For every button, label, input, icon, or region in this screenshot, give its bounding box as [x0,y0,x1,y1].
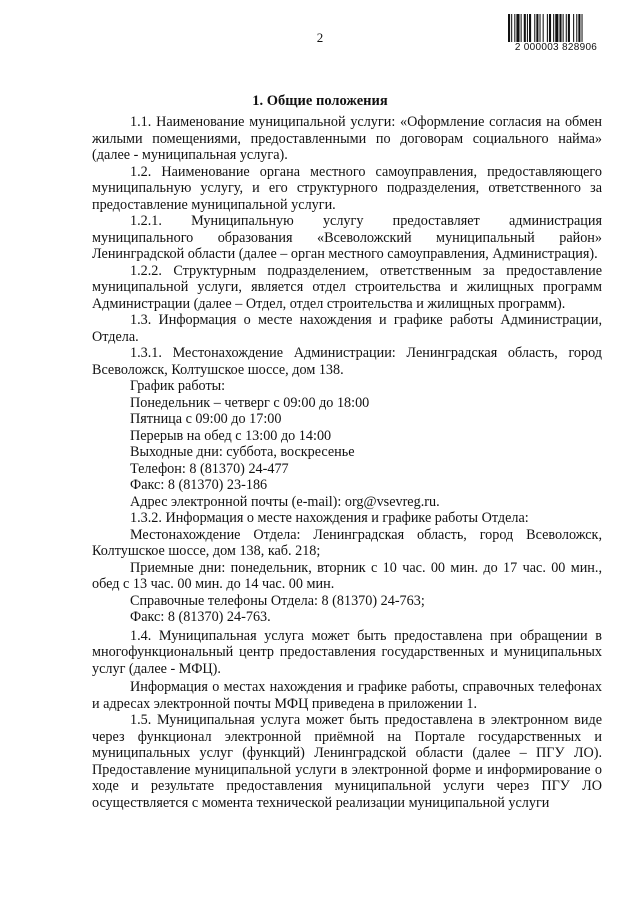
barcode-bar [536,14,538,42]
barcode-bar [576,14,577,42]
barcode-bar [524,14,526,42]
barcode-bar [578,14,580,42]
barcode-bars [508,14,604,42]
paragraph-1-3: 1.3. Информация о месте нахождения и графике работы Администрации, Отдела. [92,312,602,345]
admin-email: Адрес электронной почты (e-mail): org@vsevreg.ru. [130,493,440,510]
barcode-bar [534,14,535,42]
barcode-bar [547,14,548,42]
barcode-bar [553,14,554,42]
barcode-bar [543,14,544,42]
barcode-bar [559,14,561,42]
dept-location: Местонахождение Отдела: Ленинградская область, город Всеволожск, Колтушское шоссе, дом 138, каб. 218; [92,526,602,559]
barcode-bar [516,14,519,42]
barcode-bar [511,14,512,42]
dept-reception: Приемные дни: понедельник, вторник с 10 час. 00 мин. до 17 час. 00 мин., обед с 13 час. 00 мин. до 14 час. 00 мин. [92,559,602,592]
schedule-lunch: Перерыв на обед с 13:00 до 14:00 [130,427,332,444]
dept-fax: Факс: 8 (81370) 24-763. [130,609,271,625]
barcode-bar [582,14,583,42]
section-heading: 1. Общие положения [252,93,388,109]
barcode-bar [529,14,531,42]
barcode-bar [549,14,551,42]
barcode-bar [573,14,574,42]
schedule-fri: Пятница с 09:00 до 17:00 [130,411,282,427]
document-body [92,114,602,811]
paragraph-1-3-1: 1.3.1. Местонахождение Администрации: Ленинградская область, город Всеволожск, Колтушское шоссе, дом 138. [92,345,602,378]
admin-fax: Факс: 8 (81370) 23-186 [130,477,268,493]
barcode-bar [563,14,564,42]
schedule-weekend: Выходные дни: суббота, воскресенье [130,444,355,460]
barcode-bar [540,14,541,42]
barcode-bar [555,14,558,42]
page-number: 2 [316,30,324,45]
dept-phones: Справочные телефоны Отдела: 8 (81370) 24-763; [130,592,425,609]
barcode-bar [508,14,510,42]
barcode-bar [527,14,528,42]
paragraph-1-2-1: 1.2.1. Муниципальную услугу предоставляет администрация муниципального образования «Всеволожский муниципальный район» Ленинградской области (далее – орган местного самоуправления, Администрация). [92,213,602,262]
barcode-bar [568,14,570,42]
barcode-bar [566,14,567,42]
barcode-bar [521,14,522,42]
schedule-title: График работы: [130,378,226,394]
barcode [508,14,604,53]
paragraph-1-5: 1.5. Муниципальная услуга может быть предоставлена в электронном виде через функционал электронной приёмной на Портале государственных и муниципальных услуг (функций) Ленинградской области (далее – ПГУ ЛО). Предоставление муниципальной услуги в электронной форме и информирование о ходе и результате предоставления муниципальной услуги через ПГУ ЛО осуществляется с момента технической реализации муниципальной услуги [92,712,602,811]
paragraph-1-4-info: Информация о местах нахождения и графике работы, справочных телефонах и адресах электронной почты МФЦ приведена в приложении 1. [92,679,602,712]
paragraph-1-3-2: 1.3.2. Информация о месте нахождения и графике работы Отдела: [130,510,529,526]
paragraph-1-2-2: 1.2.2. Структурным подразделением, ответственным за предоставление муниципальной услуги, является отдел строительства и жилищных программ Администрации (далее – Отдел, отдел строительства и жилищных программ). [92,262,602,312]
paragraph-1-2: 1.2. Наименование органа местного самоуправления, предоставляющего муниципальную услугу, и его структурного подразделения, ответственного за предоставление муниципальной услуги. [92,163,602,213]
barcode-bar [514,14,515,42]
paragraph-1-4: 1.4. Муниципальная услуга может быть предоставлена при обращении в многофункциональный центр предоставления государственных и муниципальных услуг (далее - МФЦ). [92,627,602,677]
admin-phone: Телефон: 8 (81370) 24-477 [130,460,289,477]
admin-schedule [92,378,602,510]
barcode-digits: 2 000003 828906 [514,42,598,53]
schedule-mon-thu: Понедельник – четверг с 09:00 до 18:00 [130,394,370,411]
paragraph-1-1: 1.1. Наименование муниципальной услуги: «Оформление согласия на обмен жилыми помещениями, предоставленными по договорам социального найма» (далее - муниципальная услуга). [92,114,602,163]
